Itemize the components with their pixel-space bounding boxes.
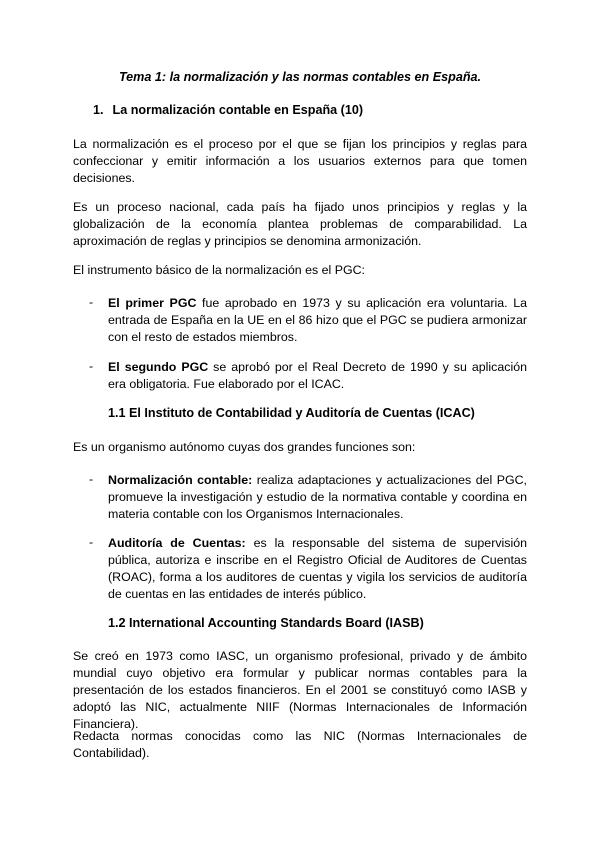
- list-item-text: [108, 472, 527, 523]
- bullet-dash: -: [89, 359, 94, 373]
- list-item-body: fue aprobado en 1973 y su aplicación era voluntaria. La entrada de España en la UE en el 86 hizo que el PGC se pudiera armonizar con el resto de estados miembros.: [108, 296, 527, 344]
- list-item-body: es la responsable del sistema de supervisión pública, autoriza e inscribe en el Registro Oficial de Auditores de Cuentas (ROAC), forma a los auditores de cuentas y vigila los servicios de auditoría de cuentas en las entidades de interés público.: [108, 536, 528, 601]
- bullet-dash: -: [89, 295, 94, 309]
- paragraph-nic: Redacta normas conocidas como las NIC (Normas Internacionales de Contabilidad).: [73, 729, 527, 760]
- paragraph-definition: La normalización es el proceso por el que se fijan los principios y reglas para confeccionar y emitir información a los usuarios externos para que tomen decisiones.: [73, 137, 527, 185]
- section-number: 1.: [93, 103, 104, 117]
- section-heading-text: La normalización contable en España (10): [112, 103, 364, 117]
- list-item-lead: Normalización contable:: [108, 473, 253, 487]
- paragraph-pgc-intro: El instrumento básico de la normalización es el PGC:: [73, 263, 366, 277]
- bullet-dash: -: [89, 472, 94, 486]
- document-title: Tema 1: la normalización y las normas contables en España.: [118, 70, 482, 84]
- list-item-text: [108, 359, 527, 393]
- section-heading-1: [93, 103, 363, 117]
- list-item-body: se aprobó por el Real Decreto de 1990 y su aplicación era obligatoria. Fue elaborado por el ICAC.: [108, 360, 527, 391]
- paragraph-icac-intro: Es un organismo autónomo cuyas dos grandes funciones son:: [73, 440, 416, 454]
- section-heading-1-2: 1.2 International Accounting Standards Board (IASB): [108, 616, 424, 630]
- paragraph-harmonization: Es un proceso nacional, cada país ha fijado unos principios y reglas y la globalización de la economía plantea problemas de comparabilidad. La aproximación de reglas y principios se denomina armonización.: [73, 200, 527, 248]
- bullet-dash: -: [89, 535, 94, 549]
- section-heading-1-1: 1.1 El Instituto de Contabilidad y Auditoría de Cuentas (ICAC): [108, 406, 475, 420]
- list-item-body: realiza adaptaciones y actualizaciones del PGC, promueve la investigación y estudio de la normativa contable y coordina en materia contable con los Organismos Internacionales.: [108, 473, 527, 521]
- paragraph-iasb-history: Se creó en 1973 como IASC, un organismo profesional, privado y de ámbito mundial cuyo objetivo era formular y publicar normas contables para la presentación de los estados financieros. En el 2001 se constituyó como IASB y adoptó las NIC, actualmente NIIF (Normas Internacionales de Información Financiera).: [73, 649, 527, 731]
- list-item-text: [108, 295, 527, 346]
- list-item-lead: El primer PGC: [108, 296, 197, 310]
- list-item-lead: El segundo PGC: [108, 360, 209, 374]
- list-item-text: [108, 535, 527, 603]
- list-item-lead: Auditoría de Cuentas:: [108, 536, 246, 550]
